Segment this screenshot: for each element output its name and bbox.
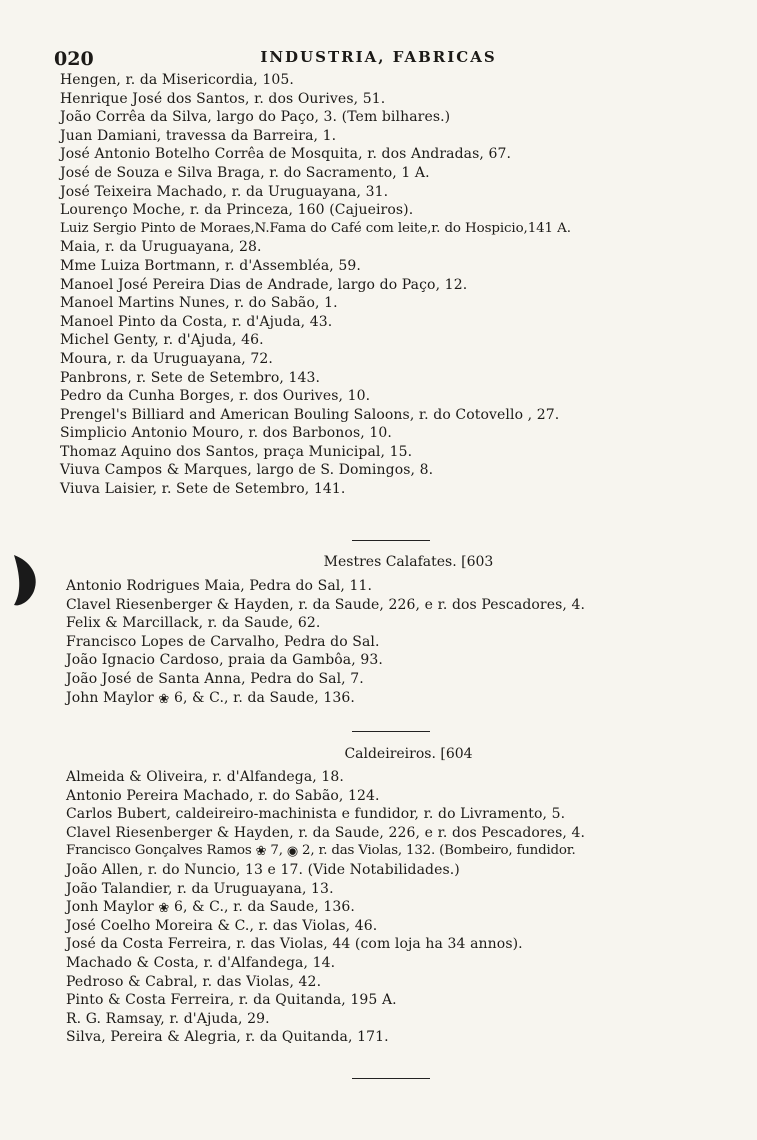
list-item xyxy=(66,842,737,861)
section-code: [604 xyxy=(440,746,473,762)
medal-icon: ❀ xyxy=(158,691,170,707)
medal-icon: ❀ xyxy=(158,901,170,917)
list-item: Almeida & Oliveira, r. d'Alfandega, 18. xyxy=(66,769,344,785)
list-item: Henrique José dos Santos, r. dos Ourives, 51. xyxy=(60,90,386,107)
list-item xyxy=(66,689,737,708)
section-divider xyxy=(352,1078,430,1079)
list-item: José Antonio Botelho Corrêa de Mosquita, r. dos Andradas, 67. xyxy=(60,146,512,163)
list-item: Francisco Lopes de Carvalho, Pedra do Sal. xyxy=(66,633,380,650)
list-item: Juan Damiani, travessa da Barreira, 1. xyxy=(60,127,337,144)
list-item: Manoel Pinto da Costa, r. d'Ajuda, 43. xyxy=(60,313,333,330)
section-code: [603 xyxy=(461,554,494,570)
section-heading-mestres-calafates xyxy=(0,553,757,571)
list-item: Hengen, r. da Misericordia, 105. xyxy=(60,72,294,88)
list-item: Felix & Marcillack, r. da Saude, 62. xyxy=(66,615,321,632)
list-item: Moura, r. da Uruguayana, 72. xyxy=(60,350,273,367)
page-header xyxy=(40,44,717,70)
list-item: João José de Santa Anna, Pedra do Sal, 7. xyxy=(66,670,364,687)
entry-address: 6, & C., r. da Saude, 136. xyxy=(173,689,355,706)
list-item: João Ignacio Cardoso, praia da Gambôa, 93. xyxy=(66,652,383,669)
section-heading-caldeireiros xyxy=(0,745,757,763)
list-item: Mme Luiza Bortmann, r. d'Assembléa, 59. xyxy=(60,257,361,274)
list-item: Machado & Costa, r. d'Alfandega, 14. xyxy=(66,954,336,971)
entry-address: 6, & C., r. da Saude, 136. xyxy=(173,899,355,916)
list-item: Pedroso & Cabral, r. das Violas, 42. xyxy=(66,973,322,990)
section-divider xyxy=(352,540,430,541)
section-title: Caldeireiros. xyxy=(344,746,436,762)
list-item: Pedro da Cunha Borges, r. dos Ourives, 10. xyxy=(60,388,371,405)
medal-icon: ❀ xyxy=(255,844,267,860)
list-item: Clavel Riesenberger & Hayden, r. da Saude, 226, e r. dos Pescadores, 4. xyxy=(66,824,586,841)
list-item: Carlos Bubert, caldeireiro-machinista e fundidor, r. do Livramento, 5. xyxy=(66,806,566,823)
list-item: Michel Genty, r. d'Ajuda, 46. xyxy=(60,332,264,349)
list-item: Simplicio Antonio Mouro, r. dos Barbonos, 10. xyxy=(60,425,392,442)
list-item: Antonio Pereira Machado, r. do Sabão, 124. xyxy=(66,787,380,804)
section-caldeireiros-list xyxy=(66,768,737,1047)
list-item: Antonio Rodrigues Maia, Pedra do Sal, 11. xyxy=(66,578,373,594)
list-item: Luiz Sergio Pinto de Moraes,N.Fama do Café com leite,r. do Hospicio,141 A. xyxy=(60,220,571,236)
section-title: Mestres Calafates. xyxy=(323,554,457,570)
entry-name: John Maylor xyxy=(66,689,154,706)
entry-name: Francisco Gonçalves Ramos xyxy=(66,843,252,859)
list-item: Viuva Campos & Marques, largo de S. Domingos, 8. xyxy=(60,462,434,479)
list-item: Prengel's Billiard and American Bouling Saloons, r. do Cotovello , 27. xyxy=(60,406,560,423)
section-divider xyxy=(352,731,430,732)
list-item: R. G. Ramsay, r. d'Ajuda, 29. xyxy=(66,1010,270,1027)
list-item xyxy=(66,898,737,917)
list-item: Silva, Pereira & Alegria, r. da Quitanda, 171. xyxy=(66,1029,389,1046)
seal-icon: ◉ xyxy=(286,844,298,860)
list-item: José da Costa Ferreira, r. das Violas, 44 (com loja ha 34 annos). xyxy=(66,936,523,953)
entry-name: Jonh Maylor xyxy=(66,899,154,916)
entry-number: 7, xyxy=(270,843,283,859)
list-item: Pinto & Costa Ferreira, r. da Quitanda, 195 A. xyxy=(66,992,397,1009)
list-item: Maia, r. da Uruguayana, 28. xyxy=(60,239,262,256)
list-item: Panbrons, r. Sete de Setembro, 143. xyxy=(60,369,321,386)
list-item: José Teixeira Machado, r. da Uruguayana, 31. xyxy=(60,183,389,200)
list-item: Lourenço Moche, r. da Princeza, 160 (Cajueiros). xyxy=(60,202,414,219)
list-item: João Allen, r. do Nuncio, 13 e 17. (Vide Notabilidades.) xyxy=(66,861,460,878)
list-item: Manoel José Pereira Dias de Andrade, largo do Paço, 12. xyxy=(60,276,468,293)
entry-address: 2, r. das Violas, 132. (Bombeiro, fundidor. xyxy=(302,843,576,859)
section-continued-list xyxy=(60,71,737,499)
list-item: José Coelho Moreira & C., r. das Violas, 46. xyxy=(66,917,378,934)
list-item: José de Souza e Silva Braga, r. do Sacramento, 1 A. xyxy=(60,164,430,181)
list-item: Viuva Laisier, r. Sete de Setembro, 141. xyxy=(60,481,346,498)
list-item: João Talandier, r. da Uruguayana, 13. xyxy=(66,880,334,897)
section-mestres-calafates-list xyxy=(66,577,737,707)
list-item: Thomaz Aquino dos Santos, praça Municipal, 15. xyxy=(60,443,413,460)
page-number: 020 xyxy=(54,48,94,70)
list-item: Manoel Martins Nunes, r. do Sabão, 1. xyxy=(60,295,338,312)
list-item: João Corrêa da Silva, largo do Paço, 3. (Tem bilhares.) xyxy=(60,109,451,126)
list-item: Clavel Riesenberger & Hayden, r. da Saude, 226, e r. dos Pescadores, 4. xyxy=(66,596,586,613)
running-title: INDUSTRIA, FABRICAS xyxy=(260,48,497,66)
